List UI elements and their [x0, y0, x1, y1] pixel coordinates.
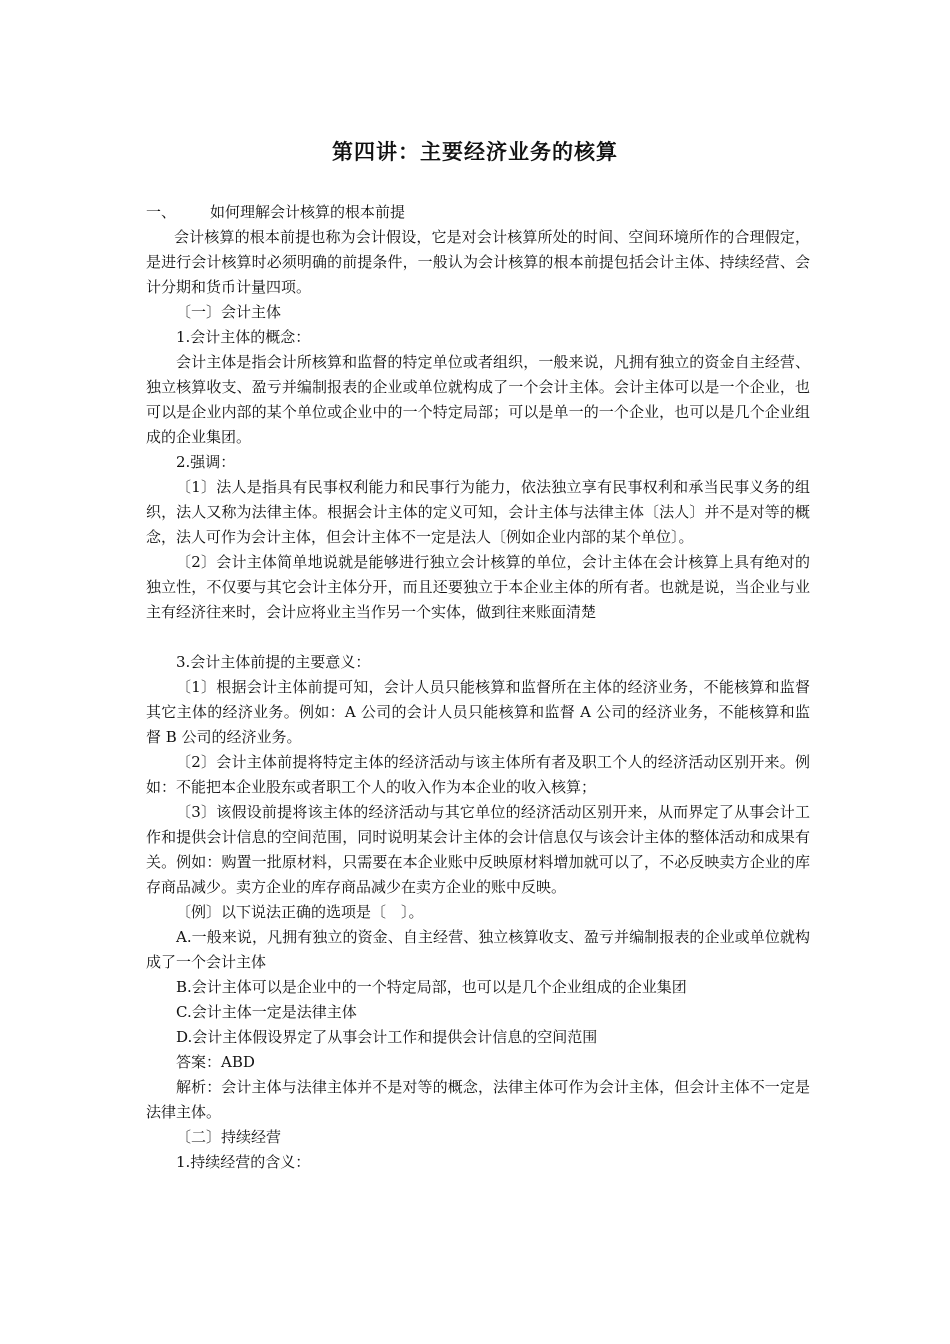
subheading: 3.会计主体前提的主要意义：: [176, 653, 371, 671]
option-c: C.会计主体一定是法律主体: [176, 1003, 357, 1021]
document-body: [146, 200, 810, 1175]
paragraph: 〔1〕法人是指具有民事权利能力和民事行为能力，依法独立享有民事权利和承当民事义务的组织，法人又称为法律主体。根据会计主体的定义可知，会计主体与法律主体〔法人〕并不是对等的概念，法人可作为会计主体，但会计主体不一定是法人〔例如企业内部的某个单位〕。: [146, 478, 810, 546]
subsection-heading: 〔一〕会计主体: [176, 303, 282, 321]
subheading: 1.会计主体的概念：: [176, 328, 311, 346]
option-a: A.一般来说，凡拥有独立的资金、自主经营、独立核算收支、盈亏并编制报表的企业或单位就构成了一个会计主体: [146, 928, 810, 971]
section-heading: [146, 200, 810, 225]
section-title: 如何理解会计核算的根本前提: [210, 203, 406, 221]
option-d: D.会计主体假设界定了从事会计工作和提供会计信息的空间范围: [176, 1028, 598, 1046]
subsection-heading: 〔二〕持续经营: [176, 1128, 282, 1146]
paragraph: 会计主体是指会计所核算和监督的特定单位或者组织，一般来说，凡拥有独立的资金自主经营、独立核算收支、盈亏并编制报表的企业或单位就构成了一个会计主体。会计主体可以是一个企业，也可以是企业内部的某个单位或企业中的一个特定局部；可以是单一的一个企业，也可以是几个企业组成的企业集团。: [146, 353, 810, 446]
blank-line: [146, 625, 810, 650]
paragraph: 〔2〕会计主体前提将特定主体的经济活动与该主体所有者及职工个人的经济活动区别开来。例如：不能把本企业股东或者职工个人的收入作为本企业的收入核算；: [146, 753, 810, 796]
page-title: 第四讲：主要经济业务的核算: [332, 140, 618, 164]
option-b: B.会计主体可以是企业中的一个特定局部，也可以是几个企业组成的企业集团: [176, 978, 687, 996]
paragraph: 〔1〕根据会计主体前提可知，会计人员只能核算和监督所在主体的经济业务，不能核算和监督其它主体的经济业务。例如：A 公司的会计人员只能核算和监督 A 公司的经济业务，不能核算和监督 B 公司的经济业务。: [146, 678, 810, 746]
example-question: 〔例〕以下说法正确的选项是〔 〕。: [176, 903, 424, 921]
paragraph: 〔2〕会计主体简单地说就是能够进行独立会计核算的单位，会计主体在会计核算上具有绝对的独立性，不仅要与其它会计主体分开，而且还要独立于本企业主体的所有者。也就是说，当企业与业主有经济往来时，会计应将业主当作另一个实体，做到往来账面清楚: [146, 553, 810, 621]
explanation: 解析：会计主体与法律主体并不是对等的概念，法律主体可作为会计主体，但会计主体不一定是法律主体。: [146, 1078, 810, 1121]
subheading: 1.持续经营的含义：: [176, 1153, 311, 1171]
paragraph: 〔3〕该假设前提将该主体的经济活动与其它单位的经济活动区别开来，从而界定了从事会计工作和提供会计信息的空间范围，同时说明某会计主体的会计信息仅与该会计主体的整体活动和成果有关。例如：购置一批原材料，只需要在本企业账中反映原材料增加就可以了，不必反映卖方企业的库存商品减少。卖方企业的库存商品减少在卖方企业的账中反映。: [146, 803, 810, 896]
answer: 答案：ABD: [176, 1053, 255, 1071]
subheading: 2.强调：: [176, 453, 236, 471]
section-number: 一、: [146, 203, 177, 221]
paragraph: 会计核算的根本前提也称为会计假设，它是对会计核算所处的时间、空间环境所作的合理假定，是进行会计核算时必须明确的前提条件，一般认为会计核算的根本前提包括会计主体、持续经营、会计分期和货币计量四项。: [146, 228, 810, 296]
